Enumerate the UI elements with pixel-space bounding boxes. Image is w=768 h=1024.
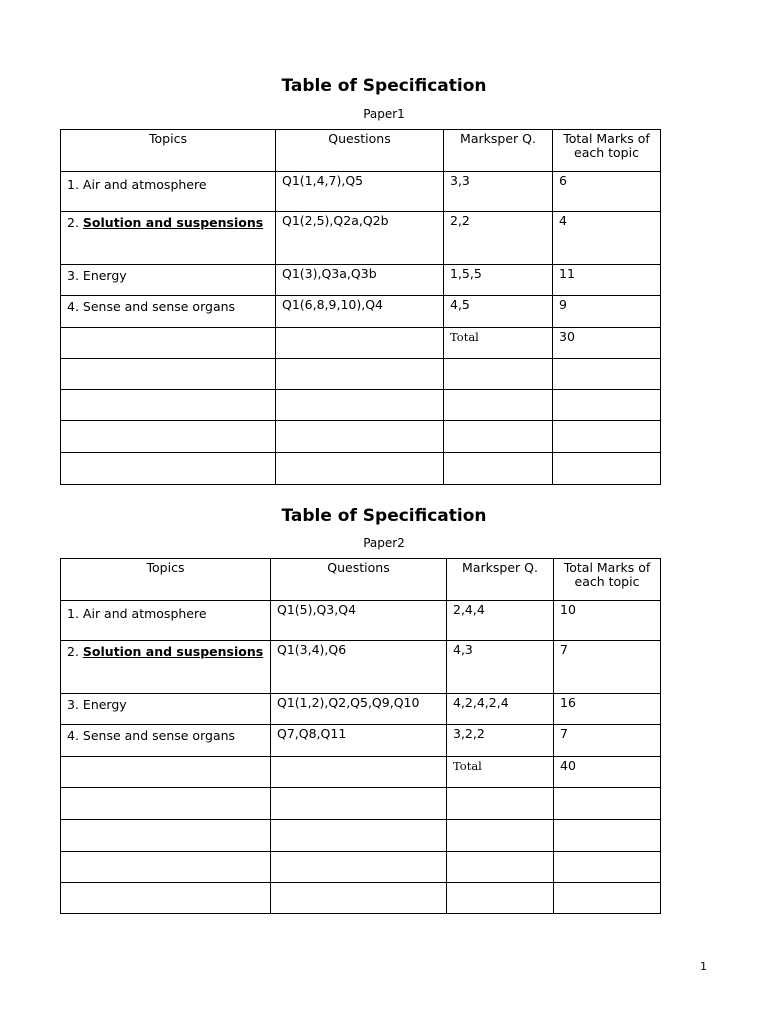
table-row xyxy=(61,296,661,328)
table-row xyxy=(61,641,661,694)
header-questions: Questions xyxy=(276,130,444,172)
header-total-marks: Total Marks of each topic xyxy=(553,130,661,172)
topic-cell: 4. Sense and sense organs xyxy=(61,725,271,757)
total-cell: 10 xyxy=(554,601,661,641)
empty-row xyxy=(61,883,661,914)
empty-row xyxy=(61,788,661,820)
table-row xyxy=(61,265,661,296)
empty-row xyxy=(61,852,661,883)
header-topics: Topics xyxy=(61,130,276,172)
total-cell: 16 xyxy=(554,694,661,725)
topic-cell: 3. Energy xyxy=(61,694,271,725)
topic-cell: 1. Air and atmosphere xyxy=(61,601,271,641)
topic-cell: 3. Energy xyxy=(61,265,276,296)
table-header-row xyxy=(61,130,661,172)
spec-table-paper1 xyxy=(60,129,661,485)
empty-row xyxy=(61,421,661,453)
questions-cell: Q1(5),Q3,Q4 xyxy=(271,601,447,641)
paper-subtitle: Paper2 xyxy=(363,536,405,550)
table-row xyxy=(61,694,661,725)
paper-subtitle: Paper1 xyxy=(363,107,405,121)
questions-cell: Q1(6,8,9,10),Q4 xyxy=(276,296,444,328)
total-row xyxy=(61,328,661,359)
questions-cell: Q1(1,4,7),Q5 xyxy=(276,172,444,212)
marks-cell: 2,4,4 xyxy=(447,601,554,641)
questions-cell: Q1(1,2),Q2,Q5,Q9,Q10 xyxy=(271,694,447,725)
total-label: Total xyxy=(447,757,554,788)
empty-cell xyxy=(61,757,271,788)
table-row xyxy=(61,172,661,212)
empty-row xyxy=(61,453,661,485)
marks-cell: 4,5 xyxy=(444,296,553,328)
header-total-marks: Total Marks of each topic xyxy=(554,559,661,601)
questions-cell: Q1(3,4),Q6 xyxy=(271,641,447,694)
questions-cell: Q1(3),Q3a,Q3b xyxy=(276,265,444,296)
empty-cell xyxy=(61,328,276,359)
header-marks: Marksper Q. xyxy=(447,559,554,601)
topic-cell: 1. Air and atmosphere xyxy=(61,172,276,212)
page-number: 1 xyxy=(700,960,707,973)
empty-row xyxy=(61,390,661,421)
empty-row xyxy=(61,820,661,852)
marks-cell: 3,3 xyxy=(444,172,553,212)
empty-cell xyxy=(276,328,444,359)
total-cell: 6 xyxy=(553,172,661,212)
total-value: 40 xyxy=(554,757,661,788)
header-questions: Questions xyxy=(271,559,447,601)
spec-table-paper2 xyxy=(60,558,661,914)
table-row xyxy=(61,212,661,265)
marks-cell: 4,3 xyxy=(447,641,554,694)
table-row xyxy=(61,725,661,757)
marks-cell: 2,2 xyxy=(444,212,553,265)
page-title: Table of Specification xyxy=(281,506,487,526)
table-header-row xyxy=(61,559,661,601)
total-label: Total xyxy=(444,328,553,359)
total-cell: 4 xyxy=(553,212,661,265)
questions-cell: Q1(2,5),Q2a,Q2b xyxy=(276,212,444,265)
total-cell: 9 xyxy=(553,296,661,328)
page-title: Table of Specification xyxy=(281,76,487,96)
marks-cell: 1,5,5 xyxy=(444,265,553,296)
empty-row xyxy=(61,359,661,390)
questions-cell: Q7,Q8,Q11 xyxy=(271,725,447,757)
topic-cell: 2. Solution and suspensions xyxy=(61,212,276,265)
total-cell: 11 xyxy=(553,265,661,296)
marks-cell: 4,2,4,2,4 xyxy=(447,694,554,725)
topic-cell: 2. Solution and suspensions xyxy=(61,641,271,694)
empty-cell xyxy=(271,757,447,788)
total-row xyxy=(61,757,661,788)
total-cell: 7 xyxy=(554,641,661,694)
topic-cell: 4. Sense and sense organs xyxy=(61,296,276,328)
marks-cell: 3,2,2 xyxy=(447,725,554,757)
total-value: 30 xyxy=(553,328,661,359)
total-cell: 7 xyxy=(554,725,661,757)
table-row xyxy=(61,601,661,641)
header-topics: Topics xyxy=(61,559,271,601)
header-marks: Marksper Q. xyxy=(444,130,553,172)
